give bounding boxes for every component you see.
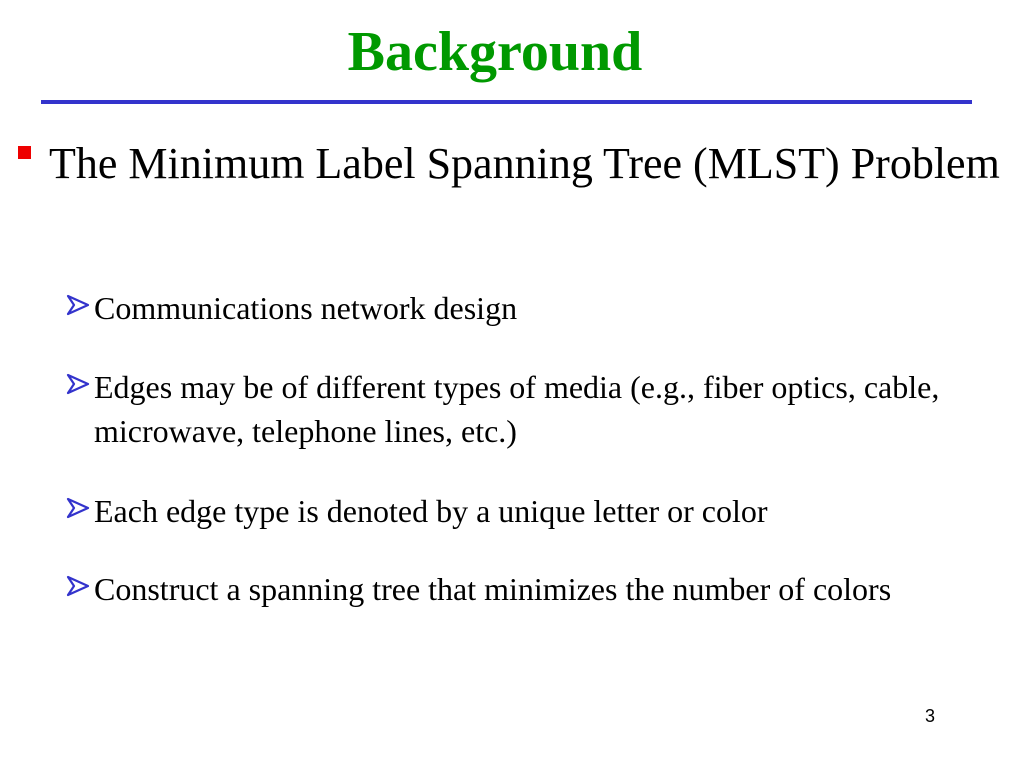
main-bullet-text: The Minimum Label Spanning Tree (MLST) Problem	[49, 139, 1000, 188]
sub-bullet-text: Edges may be of different types of media (e.g., fiber optics, cable, microwave, telephone lines, etc.)	[94, 369, 940, 449]
sub-bullet	[66, 567, 996, 611]
sub-bullet	[66, 365, 996, 453]
sub-bullet	[66, 286, 996, 330]
slide-title: Background	[347, 21, 643, 83]
sub-bullet-text: Communications network design	[94, 290, 518, 326]
sub-bullet	[66, 489, 996, 533]
sub-bullet-text: Each edge type is denoted by a unique letter or color	[94, 493, 768, 529]
arrow-bullet-icon	[66, 293, 90, 317]
arrow-bullet-icon	[66, 496, 90, 520]
red-square-bullet-icon	[18, 146, 31, 159]
arrow-bullet-icon	[66, 574, 90, 598]
sub-bullet-text: Construct a spanning tree that minimizes the number of colors	[94, 571, 892, 607]
page-number: 3	[924, 706, 935, 726]
main-bullet	[18, 134, 1008, 193]
title-divider	[41, 100, 972, 104]
arrow-bullet-icon	[66, 372, 90, 396]
